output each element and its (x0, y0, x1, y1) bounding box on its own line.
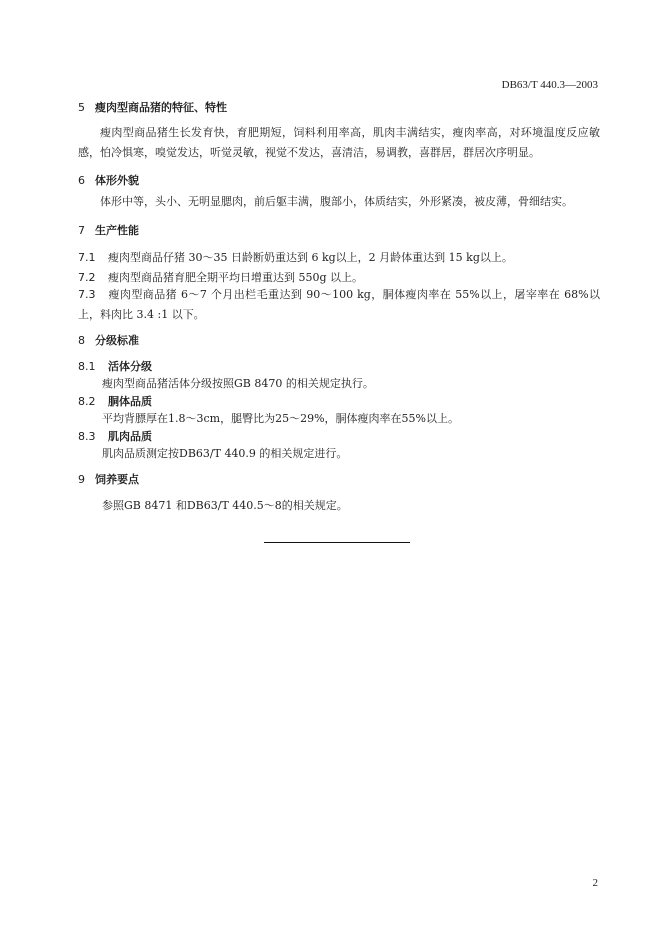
clause-8-3-text: 肌肉品质测定按DB63/T 440.9 的相关规定进行。 (102, 447, 348, 460)
section-5-heading (78, 99, 227, 115)
clause-7-1 (78, 249, 513, 265)
section-9-heading (78, 471, 139, 487)
clause-number: 8.3 (78, 430, 96, 443)
clause-number: 7.1 (78, 251, 96, 264)
clause-8-3-heading (78, 428, 152, 444)
section-title: 分级标准 (95, 334, 139, 347)
standard-number: DB63/T 440.3—2003 (501, 79, 598, 91)
section-6-heading (78, 172, 139, 188)
clause-7-2 (78, 269, 363, 285)
clause-text: 瘦肉型商品猪育肥全期平均日增重达到 550g 以上。 (108, 271, 364, 284)
clause-number: 7.2 (78, 271, 96, 284)
clause-title: 胴体品质 (108, 395, 152, 408)
clause-text: 瘦肉型商品仔猪 30～35 日龄断奶重达到 6 kg以上，2 月龄体重达到 15 kg以上。 (108, 251, 513, 264)
clause-number: 8.2 (78, 395, 96, 408)
clause-8-1-heading (78, 358, 152, 374)
section-title: 瘦肉型商品猪的特征、特性 (95, 101, 227, 114)
section-title: 生产性能 (95, 224, 139, 237)
section-title: 饲养要点 (95, 473, 139, 486)
section-number: 9 (78, 473, 85, 486)
clause-8-2-text: 平均背膘厚在1.8～3cm，腿臀比为25～29%，胴体瘦肉率在55%以上。 (102, 412, 459, 425)
end-rule (264, 542, 410, 543)
section-7-heading (78, 222, 139, 238)
section-9-text: 参照GB 8471 和DB63/T 440.5～8的相关规定。 (102, 499, 348, 512)
clause-text: 瘦肉型商品猪 6～7 个月出栏毛重达到 90～100 kg，胴体瘦肉率在 55%以上，屠宰率在 68%以上，料肉比 3.4 :1 以下。 (78, 288, 600, 321)
clause-title: 活体分级 (108, 360, 152, 373)
clause-number: 8.1 (78, 360, 96, 373)
clause-7-3 (78, 285, 600, 325)
section-6-paragraph: 体形中等，头小、无明显腮肉，前后躯丰满，腹部小，体质结实，外形紧凑，被皮薄，骨细结实。 (100, 195, 573, 208)
clause-8-2-heading (78, 393, 152, 409)
section-number: 8 (78, 334, 85, 347)
clause-number: 7.3 (78, 288, 96, 301)
section-5-paragraph: 瘦肉型商品猪生长发育快，育肥期短，饲料利用率高，肌肉丰满结实，瘦肉率高，对环境温度反应敏感，怕冷惧寒，嗅觉发达，听觉灵敏，视觉不发达，喜清洁，易调教，喜群居，群居次序明显。 (78, 126, 600, 159)
section-number: 6 (78, 174, 85, 187)
page-number: 2 (592, 877, 598, 889)
clause-title: 肌肉品质 (108, 430, 152, 443)
section-8-heading (78, 332, 139, 348)
section-number: 5 (78, 101, 85, 114)
clause-8-1-text: 瘦肉型商品猪活体分级按照GB 8470 的相关规定执行。 (102, 377, 374, 390)
section-title: 体形外貌 (95, 174, 139, 187)
section-number: 7 (78, 224, 85, 237)
